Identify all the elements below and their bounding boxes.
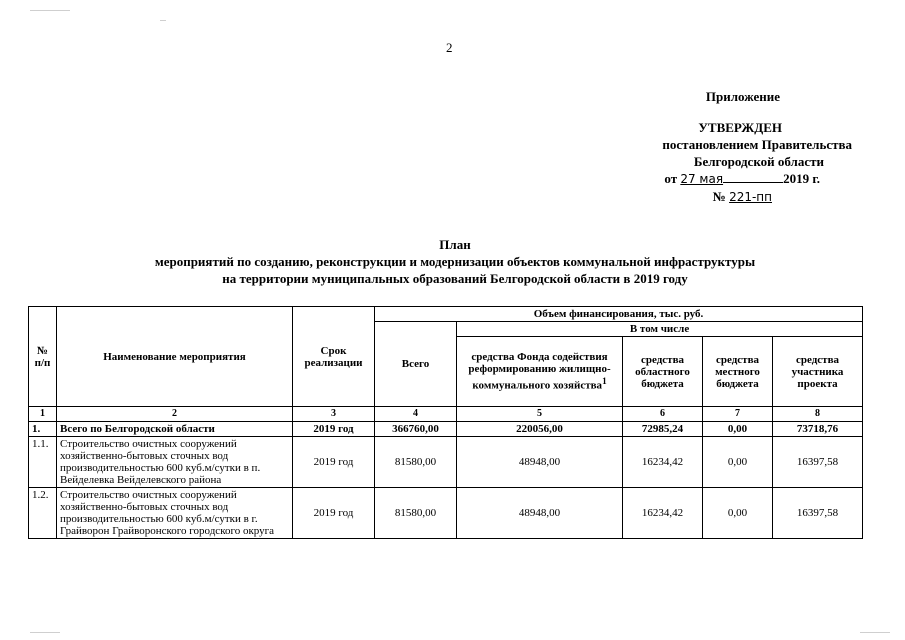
- row-fund: 48948,00: [457, 437, 623, 488]
- date-suffix: 2019 г.: [783, 171, 820, 186]
- row-name: Всего по Белгородской области: [57, 422, 293, 437]
- number-handwritten: 221-пп: [729, 190, 772, 204]
- row-num: 1.1.: [29, 437, 57, 488]
- row-local: 0,00: [703, 488, 773, 539]
- row-local: 0,00: [703, 437, 773, 488]
- total-row: [29, 422, 863, 437]
- row-total: 81580,00: [375, 437, 457, 488]
- approval-line-1: постановлением Правительства: [662, 137, 852, 152]
- table-row: [29, 488, 863, 539]
- column-number: 3: [293, 407, 375, 422]
- header-local: средства местного бюджета: [703, 337, 773, 407]
- row-name: Строительство очистных сооружений хозяйственно-бытовых сточных вод производительностью 600 куб.м/сутки в п. Вейделевка Вейделевского района: [57, 437, 293, 488]
- title-line-3: на территории муниципальных образований Белгородской области в 2019 году: [222, 271, 688, 286]
- page-number: 2: [446, 40, 453, 55]
- row-term: 2019 год: [293, 422, 375, 437]
- header-participant: средства участника проекта: [773, 337, 863, 407]
- table-row: [29, 437, 863, 488]
- approval-line-2: Белгородской области: [693, 154, 824, 169]
- header-including: В том числе: [457, 322, 863, 337]
- column-number: 4: [375, 407, 457, 422]
- scan-artifact: [30, 632, 60, 633]
- row-num: 1.2.: [29, 488, 57, 539]
- column-number: 5: [457, 407, 623, 422]
- document-title: [40, 236, 870, 287]
- approval-date: [590, 170, 860, 188]
- row-regional: 16234,42: [623, 437, 703, 488]
- number-prefix: №: [712, 189, 726, 204]
- header-term: Срок реализации: [293, 307, 375, 407]
- row-regional: 72985,24: [623, 422, 703, 437]
- column-number: 2: [57, 407, 293, 422]
- row-total: 366760,00: [375, 422, 457, 437]
- header-fund-text: средства Фонда содействия реформированию жилищно-коммунального хозяйства: [468, 351, 611, 392]
- row-num: 1.: [29, 422, 57, 437]
- header-funding: Объем финансирования, тыс. руб.: [375, 307, 863, 322]
- row-total: 81580,00: [375, 488, 457, 539]
- header-name: Наименование мероприятия: [57, 307, 293, 407]
- row-participant: 73718,76: [773, 422, 863, 437]
- appendix-label: Приложение: [705, 89, 780, 104]
- row-regional: 16234,42: [623, 488, 703, 539]
- scan-artifact: [860, 632, 890, 633]
- column-number: 1: [29, 407, 57, 422]
- row-fund: 220056,00: [457, 422, 623, 437]
- row-participant: 16397,58: [773, 488, 863, 539]
- row-fund: 48948,00: [457, 488, 623, 539]
- approval-block: [590, 88, 860, 206]
- column-number: 7: [703, 407, 773, 422]
- column-numbers-row: [29, 407, 863, 422]
- row-term: 2019 год: [293, 437, 375, 488]
- footnote-marker: 1: [602, 376, 607, 387]
- date-prefix: от: [664, 171, 678, 186]
- header-fund: [457, 337, 623, 407]
- column-number: 6: [623, 407, 703, 422]
- date-handwritten: 27 мая: [680, 172, 724, 186]
- header-regional: средства областного бюджета: [623, 337, 703, 407]
- scan-artifact: [160, 20, 166, 21]
- title-line-1: План: [439, 237, 471, 252]
- plan-table: [28, 306, 863, 539]
- approved-label: УТВЕРЖДЕН: [698, 120, 782, 135]
- scan-artifact: [30, 10, 70, 11]
- row-term: 2019 год: [293, 488, 375, 539]
- row-participant: 16397,58: [773, 437, 863, 488]
- title-line-2: мероприятий по созданию, реконструкции и модернизации объектов коммунальной инфраструктуры: [154, 254, 756, 269]
- header-total: Всего: [375, 322, 457, 407]
- header-num: № п/п: [29, 307, 57, 407]
- row-name: Строительство очистных сооружений хозяйственно-бытовых сточных вод производительностью 600 куб.м/сутки в г. Грайворон Грайворонского городского округа: [57, 488, 293, 539]
- column-number: 8: [773, 407, 863, 422]
- approval-number: [590, 188, 860, 206]
- row-local: 0,00: [703, 422, 773, 437]
